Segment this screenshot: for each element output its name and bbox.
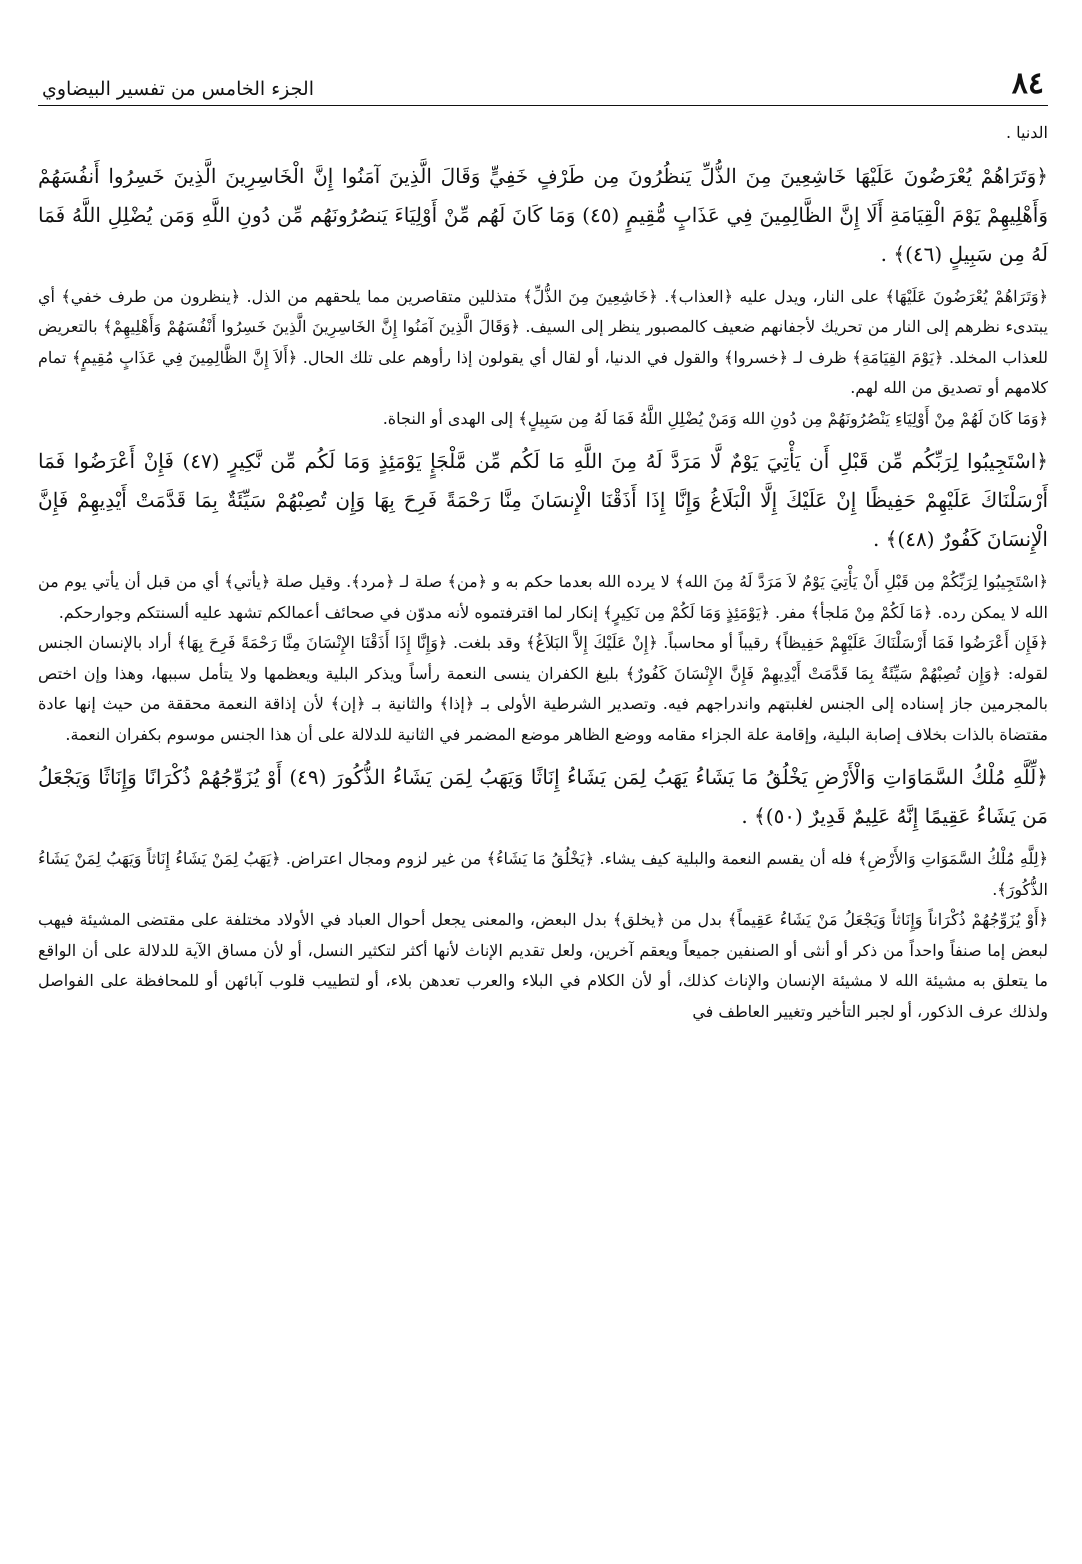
page-number: ٨٤ bbox=[1011, 66, 1044, 101]
quran-verse-block: ﴿لِّلَّهِ مُلْكُ السَّمَاوَاتِ وَالْأَرْضِ يَخْلُقُ مَا يَشَاءُ يَهَبُ لِمَن يَشَاءُ إِنَاثًا وَيَهَبُ لِمَن يَشَاءُ الذُّكُورَ (٤٩) أَوْ يُزَوِّجُهُمْ ذُكْرَانًا وَإِنَاثًا وَيَجْعَلُ مَن يَشَاءُ عَقِيمًا إِنَّهُ عَلِيمٌ قَدِيرٌ (٥٠)﴾ . bbox=[38, 765, 1048, 828]
quran-verse-block: ﴿وَتَرَاهُمْ يُعْرَضُونَ عَلَيْهَا خَاشِعِينَ مِنَ الذُّلِّ يَنظُرُونَ مِن طَرْفٍ خَفِيٍّ وَقَالَ الَّذِينَ آمَنُوا إِنَّ الْخَاسِرِينَ الَّذِينَ خَسِرُوا أَنفُسَهُمْ وَأَهْلِيهِمْ يَوْمَ الْقِيَامَةِ أَلَا إِنَّ الظَّالِمِينَ فِي عَذَابٍ مُّقِيمٍ (٤٥) وَمَا كَانَ لَهُم مِّنْ أَوْلِيَاءَ يَنصُرُونَهُم مِّن دُونِ اللَّهِ وَمَن يُضْلِلِ اللَّهُ فَمَا لَهُ مِن سَبِيلٍ (٤٦)﴾ . bbox=[38, 163, 1048, 266]
commentary-paragraph: ﴿أَوْ يُزَوِّجُهُمْ ذُكْرَاناً وَإِنَاثاً وَيَجْعَلُ مَنْ يَشَاءُ عَقِيماً﴾ بدل من ﴿يخلق﴾ بدل البعض، والمعنى يجعل أحوال العباد في الأولاد مختلفة على مقتضى المشيئة فيهب لبعض إما صنفاً واحداً من ذكر أو أنثى أو الصنفين جميعاً ويعقم آخرين، ولعل تقديم الإناث لأنها أكثر لتكثير النسل، أو لأن مساق الآية للدلالة على أن الواقع ما يتعلق به مشيئة الله لا مشيئة الإنسان والإناث كذلك، أو لأن الكلام في البلاء والعرب تعدهن بلاء، أو لتطييب قلوب آبائهن أو للمحافظة على الفواصل ولذلك عرف الذكور، أو لجبر التأخير وتغيير العاطف في bbox=[38, 910, 1049, 1021]
commentary-paragraph: ﴿لِلَّهِ مُلْكُ السَّمَوَاتِ وَالأَرْضِ﴾ فله أن يقسم النعمة والبلية كيف يشاء. ﴿يَخْلُقُ مَا يَشَاءُ﴾ من غير لزوم ومجال اعتراض. ﴿يَهَبُ لِمَنْ يَشَاءُ إِنَاثاً وَيَهَبُ لِمَنْ يَشَاءُ الذُّكُورَ﴾. bbox=[38, 849, 1048, 899]
page-header bbox=[38, 50, 1048, 106]
running-title: الجزء الخامس من تفسير البيضاوي bbox=[42, 78, 314, 100]
quran-verse-block: ﴿اسْتَجِيبُوا لِرَبِّكُم مِّن قَبْلِ أَن يَأْتِيَ يَوْمٌ لَّا مَرَدَّ لَهُ مِنَ اللَّهِ مَا لَكُم مِّن مَّلْجَإٍ يَوْمَئِذٍ وَمَا لَكُم مِّن نَّكِيرٍ (٤٧) فَإِنْ أَعْرَضُوا فَمَا أَرْسَلْنَاكَ عَلَيْهِمْ حَفِيظًا إِنْ عَلَيْكَ إِلَّا الْبَلَاغُ وَإِنَّا إِذَا أَذَقْنَا الْإِنسَانَ مِنَّا رَحْمَةً فَرِحَ بِهَا وَإِن تُصِبْهُمْ سَيِّئَةٌ بِمَا قَدَّمَتْ أَيْدِيهِمْ فَإِنَّ الْإِنسَانَ كَفُورٌ (٤٨)﴾ . bbox=[38, 449, 1048, 551]
page bbox=[38, 50, 1048, 1027]
page-body bbox=[38, 106, 1048, 1027]
commentary-paragraph: ﴿وَتَرَاهُمْ يُعْرَضُونَ عَلَيْهَا﴾ على النار، ويدل عليه ﴿العذاب﴾. ﴿خَاشِعِينَ مِنَ الذُّلِّ﴾ متذللين متقاصرين مما يلحقهم من الذل. ﴿ينظرون من طرف خفي﴾ أي يبتدىء نظرهم إلى النار من تحريك لأجفانهم ضعيف كالمصبور ينظر إلى السيف. ﴿وَقَالَ الَّذِينَ آمَنُوا إِنَّ الخَاسِرِينَ الَّذِينَ خَسِرُوا أَنْفُسَهُمْ وَأَهْلِيهِمْ﴾ بالتعريض للعذاب المخلد. ﴿يَوْمَ القِيَامَةِ﴾ ظرف لـ ﴿خسروا﴾ والقول في الدنيا، أو لقال أي يقولون إذا رأوهم على تلك الحال. ﴿أَلاَ إِنَّ الظَّالِمِينَ فِي عَذَابٍ مُقِيمٍ﴾ تمام كلامهم أو تصديق من الله لهم. bbox=[38, 286, 1049, 397]
commentary-paragraph: ﴿وَمَا كَانَ لَهُمْ مِنْ أَوْلِيَاءِ يَنْصُرُونَهُمْ مِن دُونِ الله وَمَنْ يُضْلِلِ اللَّهُ فَمَا لَهُ مِن سَبِيلٍ﴾ إلى الهدى أو النجاة. bbox=[382, 408, 1048, 428]
commentary-paragraph: ﴿اسْتَجِيبُوا لِرَبِّكُمْ مِن قَبْلِ أَنْ يَأْتِيَ يَوْمٌ لاَ مَرَدَّ لَهُ مِنَ الله﴾ لا يرده الله بعدما حكم به و ﴿من﴾ صلة لـ ﴿مرد﴾. وقيل صلة ﴿يأتي﴾ أي من قبل أن يأتي يوم من الله لا يمكن رده. ﴿مَا لَكُمْ مِنْ مَلجأ﴾ مفر. ﴿يَوْمَئِذٍ وَمَا لَكُمْ مِن نَكِيرٍ﴾ إنكار لما اقترفتموه لأنه مدوّن في صحائف أعمالكم تشهد عليه ألسنتكم وجوارحكم. bbox=[38, 572, 1048, 622]
commentary-paragraph: ﴿فَإِن أَعْرَضُوا فَمَا أَرْسَلْنَاكَ عَلَيْهِمْ حَفِيظاً﴾ رقيباً أو محاسباً. ﴿إِنْ عَلَيْكَ إِلاَّ البَلاَغُ﴾ وقد بلغت. ﴿وَإِنَّا إِذَا أَذَقْنَا الإِنْسَانَ مِنَّا رَحْمَةً فَرِحَ بِهَا﴾ أراد بالإنسان الجنس لقوله: ﴿وَإِن تُصِبْهُمْ سَيِّئَةٌ بِمَا قَدَّمَتْ أَيْدِيهِمْ فَإِنَّ الإِنْسَانَ كَفُورٌ﴾ بليغ الكفران ينسى النعمة رأساً ويذكر البلية ويعظمها ولا يتأمل سببها، وهذا وإن اختص بالمجرمين جاز إسناده إلى الجنس لغلبتهم واندراجهم فيه. وتصدير الشرطية الأولى بـ ﴿إذا﴾ والثانية بـ ﴿إن﴾ لأن إذاقة النعمة محققة من حيث إنها عادة مقتضاة بالذات بخلاف إصابة البلية، وإقامة علة الجزاء مقامه ووضع الظاهر موضع المضمر في الثانية للدلالة على أن هذا الجنس موسوم بكفران النعمة. bbox=[38, 633, 1049, 744]
commentary-paragraph: الدنيا . bbox=[1005, 123, 1048, 142]
